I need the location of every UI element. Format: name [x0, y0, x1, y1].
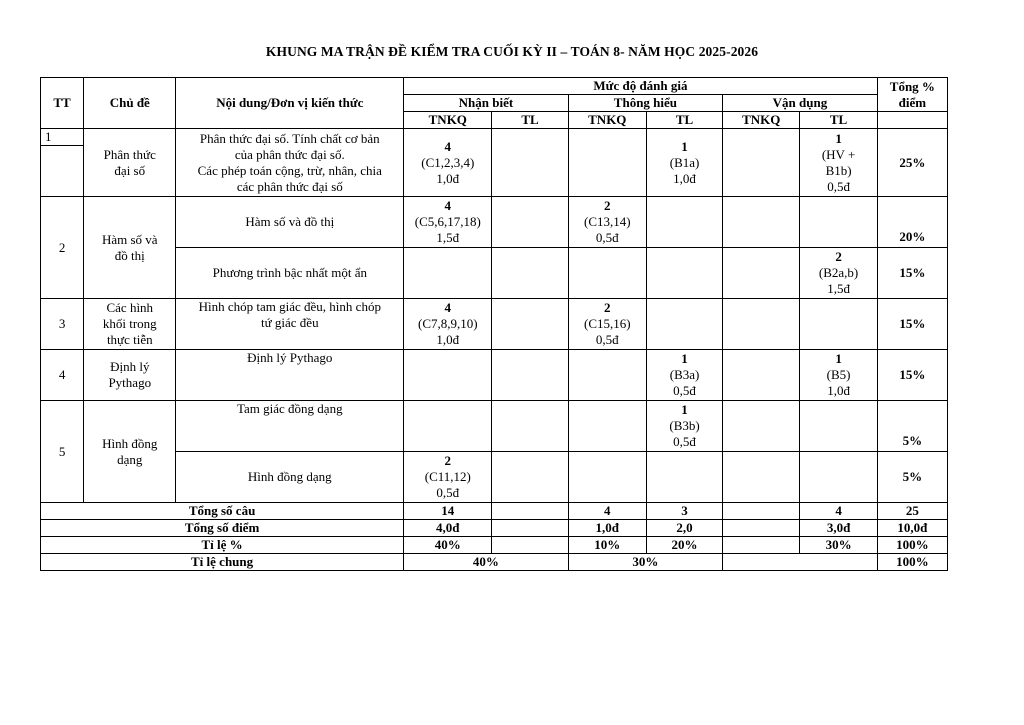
header-vd-tl: TL [800, 112, 877, 129]
row-4-nb-tl [492, 350, 568, 401]
row-2b-percent: 15% [877, 248, 947, 299]
header-chu-de: Chủ đề [84, 78, 176, 129]
ratio-total: 100% [877, 537, 947, 554]
ratio-th-tl: 20% [646, 537, 722, 554]
row-1-chu-de: Phân thức đại số [84, 129, 176, 197]
row-1-percent: 25% [877, 129, 947, 197]
header-noi-dung: Nội dung/Đơn vị kiến thức [176, 78, 404, 129]
row-5a-nb-tnkq [404, 401, 492, 452]
overall-ratio-total: 100% [877, 554, 947, 571]
row-2a-th-tl [646, 197, 722, 248]
row-3-th-tnkq: 2 (C15,16) 0,5đ [568, 299, 646, 350]
row-1-vd-tl: 1 (HV + B1b) 0,5đ [800, 129, 877, 197]
row-1-tt-lower [41, 146, 84, 197]
row-2b-nb-tnkq [404, 248, 492, 299]
total-questions-total: 25 [877, 503, 947, 520]
row-4-th-tl: 1 (B3a) 0,5đ [646, 350, 722, 401]
total-points-label: Tổng số điểm [41, 520, 404, 537]
row-2b-vd-tnkq [723, 248, 800, 299]
row-3-vd-tl [800, 299, 877, 350]
row-3-nb-tnkq: 4 (C7,8,9,10) 1,0đ [404, 299, 492, 350]
row-3-vd-tnkq [723, 299, 800, 350]
row-5b-vd-tl [800, 452, 877, 503]
row-2b-vd-tl: 2 (B2a,b) 1,5đ [800, 248, 877, 299]
row-4-tt: 4 [41, 350, 84, 401]
row-3-th-tl [646, 299, 722, 350]
total-questions-vd-tnkq [723, 503, 800, 520]
total-questions-vd-tl: 4 [800, 503, 877, 520]
row-1-nb-tl [492, 129, 568, 197]
total-points-vd-tl: 3,0đ [800, 520, 877, 537]
row-4-nb-tnkq [404, 350, 492, 401]
row-3-chu-de: Các hình khối trong thực tiễn [84, 299, 176, 350]
row-3-nb-tl [492, 299, 568, 350]
row-5a-percent: 5% [877, 401, 947, 452]
assessment-matrix-table [40, 77, 948, 571]
overall-ratio-label: Tỉ lệ chung [41, 554, 404, 571]
row-2a-nb-tnkq: 4 (C5,6,17,18) 1,5đ [404, 197, 492, 248]
row-5b-th-tnkq [568, 452, 646, 503]
row-5b-nb-tnkq: 2 (C11,12) 0,5đ [404, 452, 492, 503]
total-points-th-tnkq: 1,0đ [568, 520, 646, 537]
row-5a-content: Tam giác đồng dạng [176, 401, 404, 452]
row-2a-nb-tl [492, 197, 568, 248]
header-van-dung: Vận dụng [723, 95, 878, 112]
row-4-th-tnkq [568, 350, 646, 401]
overall-ratio-vd [723, 554, 878, 571]
ratio-vd-tl: 30% [800, 537, 877, 554]
header-nhan-biet: Nhận biết [404, 95, 569, 112]
row-2-tt: 2 [41, 197, 84, 299]
row-4-vd-tnkq [723, 350, 800, 401]
ratio-nb-tl [492, 537, 568, 554]
total-questions-label: Tổng số câu [41, 503, 404, 520]
ratio-label: Tỉ lệ % [41, 537, 404, 554]
total-points-total: 10,0đ [877, 520, 947, 537]
row-5-chu-de: Hình đồng dạng [84, 401, 176, 503]
row-3-percent: 15% [877, 299, 947, 350]
row-5b-percent: 5% [877, 452, 947, 503]
total-questions-nb-tnkq: 14 [404, 503, 492, 520]
row-5a-th-tl: 1 (B3b) 0,5đ [646, 401, 722, 452]
overall-ratio-th: 30% [568, 554, 722, 571]
header-muc-do-danh-gia: Mức độ đánh giá [404, 78, 878, 95]
row-5a-vd-tnkq [723, 401, 800, 452]
header-tong-diem: Tổng % điểm [877, 78, 947, 112]
total-points-nb-tl [492, 520, 568, 537]
row-5a-nb-tl [492, 401, 568, 452]
total-questions-th-tnkq: 4 [568, 503, 646, 520]
row-3-content: Hình chóp tam giác đều, hình chóp tứ giác đều [176, 299, 404, 350]
row-2a-vd-tnkq [723, 197, 800, 248]
row-5a-vd-tl [800, 401, 877, 452]
header-nb-tnkq: TNKQ [404, 112, 492, 129]
ratio-nb-tnkq: 40% [404, 537, 492, 554]
row-2a-th-tnkq: 2 (C13,14) 0,5đ [568, 197, 646, 248]
row-5b-th-tl [646, 452, 722, 503]
overall-ratio-nb: 40% [404, 554, 569, 571]
row-1-vd-tnkq [723, 129, 800, 197]
document-title: KHUNG MA TRẬN ĐỀ KIỂM TRA CUỐI KỲ II – TOÁN 8- NĂM HỌC 2025-2026 [265, 44, 759, 59]
total-points-nb-tnkq: 4,0đ [404, 520, 492, 537]
ratio-th-tnkq: 10% [568, 537, 646, 554]
row-4-percent: 15% [877, 350, 947, 401]
row-1-th-tnkq [568, 129, 646, 197]
row-2b-th-tnkq [568, 248, 646, 299]
row-2a-vd-tl [800, 197, 877, 248]
row-2-chu-de: Hàm số và đồ thị [84, 197, 176, 299]
row-1-th-tl: 1 (B1a) 1,0đ [646, 129, 722, 197]
header-th-tnkq: TNKQ [568, 112, 646, 129]
header-tt: TT [41, 78, 84, 129]
header-thong-hieu: Thông hiểu [568, 95, 722, 112]
row-4-vd-tl: 1 (B5) 1,0đ [800, 350, 877, 401]
row-5b-content: Hình đồng dạng [176, 452, 404, 503]
row-5a-th-tnkq [568, 401, 646, 452]
total-points-th-tl: 2,0 [646, 520, 722, 537]
row-5b-vd-tnkq [723, 452, 800, 503]
total-questions-nb-tl [492, 503, 568, 520]
header-th-tl: TL [646, 112, 722, 129]
row-3-tt: 3 [41, 299, 84, 350]
header-tong-empty [877, 112, 947, 129]
row-1-content: Phân thức đại số. Tính chất cơ bản của phân thức đại số. Các phép toán cộng, trừ, nhân, chia các phân thức đại số [176, 129, 404, 197]
header-nb-tl: TL [492, 112, 568, 129]
row-4-content: Định lý Pythago [176, 350, 404, 401]
total-points-vd-tnkq [723, 520, 800, 537]
row-2b-nb-tl [492, 248, 568, 299]
header-vd-tnkq: TNKQ [723, 112, 800, 129]
row-2b-th-tl [646, 248, 722, 299]
row-5-tt: 5 [41, 401, 84, 503]
row-1-nb-tnkq: 4 (C1,2,3,4) 1,0đ [404, 129, 492, 197]
row-4-chu-de: Định lý Pythago [84, 350, 176, 401]
total-questions-th-tl: 3 [646, 503, 722, 520]
row-2a-percent: 20% [877, 197, 947, 248]
row-5b-nb-tl [492, 452, 568, 503]
row-2a-content: Hàm số và đồ thị [176, 197, 404, 248]
row-2b-content: Phương trình bậc nhất một ẩn [176, 248, 404, 299]
ratio-vd-tnkq [723, 537, 800, 554]
row-1-tt: 1 [41, 129, 84, 146]
